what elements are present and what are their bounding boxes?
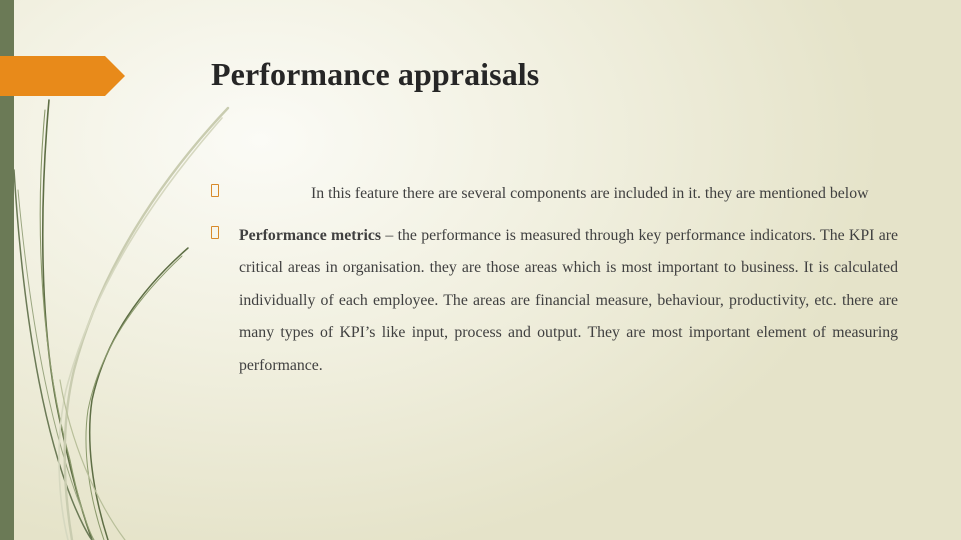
bullet-bold-term: Performance metrics <box>239 226 382 244</box>
bullet-item <box>211 220 898 383</box>
orange-arrow-shape <box>0 56 125 96</box>
bullet-text <box>239 220 898 383</box>
slide-title: Performance appraisals <box>211 56 540 92</box>
bullet-icon <box>211 226 219 239</box>
bullet-body: – the performance is measured through key performance indicators. The KPI are critical areas in organisation. they are those areas which is most important to business. It is calculated individually of each employee. The areas are financial measure, behaviour, productivity, etc. there are many types of KPI’s like input, process and output. They are most important element of measuring performance. <box>239 226 898 374</box>
bullet-text: In this feature there are several components are included in it. they are mentioned below <box>311 185 869 202</box>
bullet-icon <box>211 184 219 197</box>
bullet-list <box>211 178 898 392</box>
bullet-item <box>211 178 898 211</box>
